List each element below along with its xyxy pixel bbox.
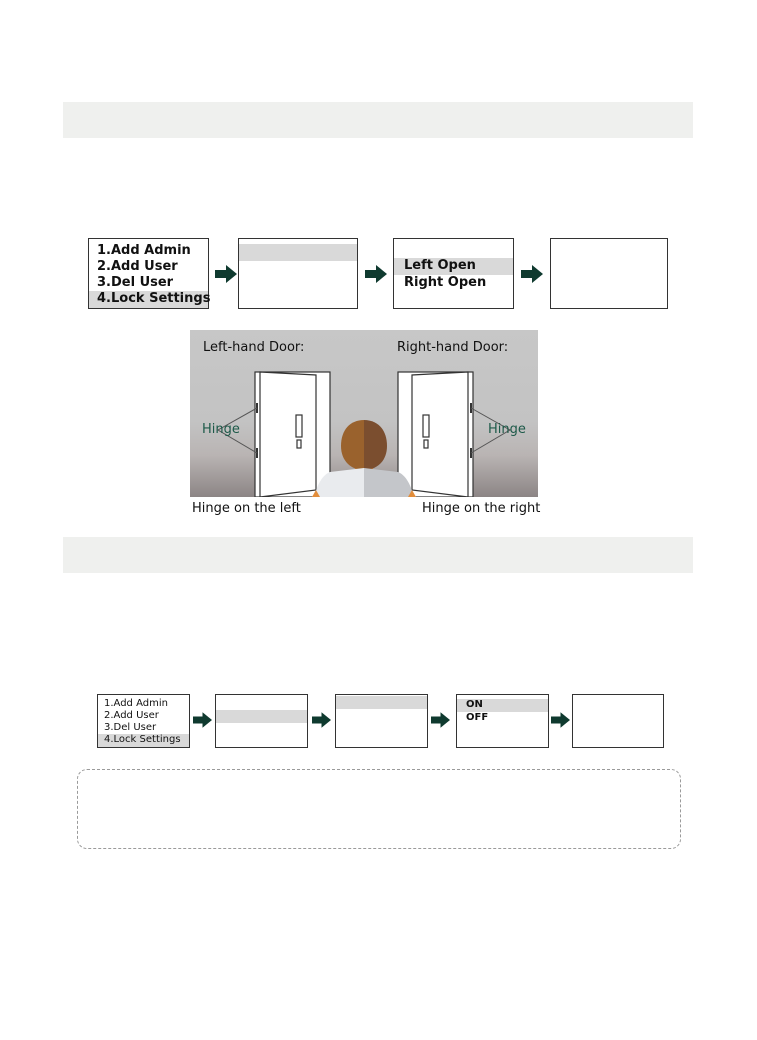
menu-item-del-user: 3.Del User: [104, 722, 157, 733]
arrow-right-icon: [215, 265, 237, 283]
arrow-right-icon: [551, 712, 570, 728]
option-on: ON: [457, 699, 548, 712]
right-hand-door-label: Right-hand Door:: [397, 340, 509, 355]
toggle-screen: [456, 694, 549, 748]
hinge-left-label: Hinge: [202, 422, 240, 437]
lock-settings-screen-2: [215, 694, 308, 748]
arrow-right-icon: [193, 712, 212, 728]
section-2-header-band: [63, 537, 693, 573]
arrow-right-icon: [431, 712, 450, 728]
main-menu-screen: [88, 238, 209, 309]
menu-item-del-user: 3.Del User: [97, 275, 174, 290]
menu-item-add-user: 2.Add User: [104, 710, 159, 721]
main-menu-screen-2: [97, 694, 190, 748]
settings-highlight-row: [239, 244, 357, 261]
section-1-header-band: [63, 102, 693, 138]
hinge-right-label: Hinge: [488, 422, 526, 437]
menu-item-add-user: 2.Add User: [97, 259, 178, 274]
option-left-open: Left Open: [394, 258, 513, 275]
door-direction-screen: [393, 238, 514, 309]
door-illustration-graphic: [190, 330, 538, 497]
door-illustration: [190, 330, 538, 497]
submenu-screen: [335, 694, 428, 748]
arrow-right-icon: [312, 712, 331, 728]
menu-item-lock-settings: 4.Lock Settings: [98, 734, 189, 747]
arrow-right-icon: [521, 265, 543, 283]
menu-item-lock-settings: 4.Lock Settings: [89, 291, 208, 308]
note-box: [77, 769, 681, 849]
menu-item-add-admin: 1.Add Admin: [104, 698, 168, 709]
result-screen-2: [572, 694, 664, 748]
arrow-right-icon: [365, 265, 387, 283]
option-right-open: Right Open: [404, 275, 487, 290]
submenu-highlight-row: [336, 696, 427, 709]
option-off: OFF: [466, 712, 489, 723]
caption-hinge-left: Hinge on the left: [192, 501, 301, 516]
result-screen: [550, 238, 668, 309]
menu-item-add-admin: 1.Add Admin: [97, 243, 191, 258]
lock-settings-screen: [238, 238, 358, 309]
left-hand-door-label: Left-hand Door:: [203, 340, 305, 355]
settings-highlight-row: [216, 710, 307, 723]
caption-hinge-right: Hinge on the right: [422, 501, 541, 516]
